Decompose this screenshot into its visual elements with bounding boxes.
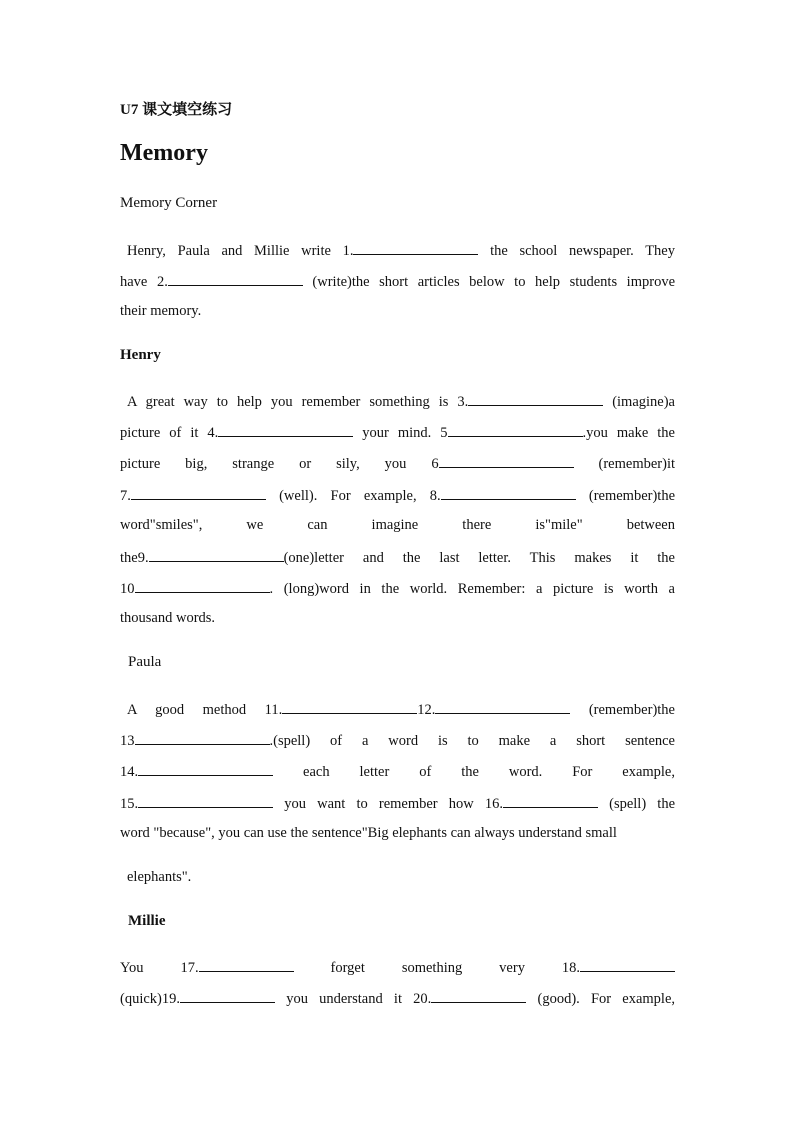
blank-14[interactable] [138,762,273,776]
henry-line-4: 7. (well). For example, 8. (remember)the [120,487,675,504]
blank-19[interactable] [180,989,275,1003]
blank-1[interactable] [353,241,478,255]
paula-line-2: 13 .(spell) of a word is to make a short sentence [120,733,675,750]
paula-heading: Paula [128,654,162,670]
millie-line-1: You 17. forget something very 18. [120,958,675,989]
millie-heading: Millie [128,913,166,929]
paula-line-5: word "because", you can use the sentence"Big elephants can always understand small [120,824,617,841]
blank-9[interactable] [149,548,284,562]
paula-line-3: 14. each letter of the word. For example, [120,764,675,781]
intro-paragraph [120,241,675,335]
blank-15[interactable] [138,794,273,808]
henry-line-1: A great way to help you remember something is 3. (imagine)a [127,394,675,410]
blank-16[interactable] [503,794,598,808]
section-subtitle: Memory Corner [120,195,218,211]
paula-paragraph [120,700,675,900]
blank-17[interactable] [199,958,294,972]
henry-line-8: thousand words. [120,610,216,627]
intro-line-2: have 2. (write)the short articles below to help students improve [120,274,675,291]
henry-line-5: word"smiles", we can imagine there is"mile" between [120,516,675,533]
henry-line-7: 10 . (long)word in the world. Remember: a picture is worth a [120,581,675,598]
millie-paragraph [120,958,675,1020]
paula-line-1: A good method 11. 12. (remember)the [127,702,675,718]
unit-title: U7 课文填空练习 [120,102,233,118]
intro-line-3: their memory. [120,303,202,320]
blank-13[interactable] [135,731,270,745]
blank-18[interactable] [580,958,675,972]
henry-line-3: picture big, strange or sily, you 6 (remember)it [120,456,675,473]
paula-line-4: 15. you want to remember how 16. (spell) the [120,795,675,812]
blank-8[interactable] [441,486,576,500]
henry-paragraph [120,392,675,642]
blank-4[interactable] [218,423,353,437]
page-title: Memory [120,140,208,166]
henry-heading: Henry [120,347,161,363]
blank-10[interactable] [135,579,270,593]
blank-5[interactable] [448,423,583,437]
intro-line-1: Henry, Paula and Millie write 1. the school newspaper. They [127,243,675,259]
blank-20[interactable] [431,989,526,1003]
blank-3[interactable] [468,392,603,406]
henry-line-2: picture of it 4. your mind. 5 .you make the [120,425,675,442]
blank-6[interactable] [439,454,574,468]
blank-7[interactable] [131,486,266,500]
blank-12[interactable] [435,700,570,714]
henry-line-6: the9. (one)letter and the last letter. This makes it the [120,549,675,566]
blank-11[interactable] [282,700,417,714]
blank-2[interactable] [168,272,303,286]
paula-line-6: elephants". [127,868,192,885]
millie-line-2: (quick)19. you understand it 20. (good). For example, [120,991,675,1008]
